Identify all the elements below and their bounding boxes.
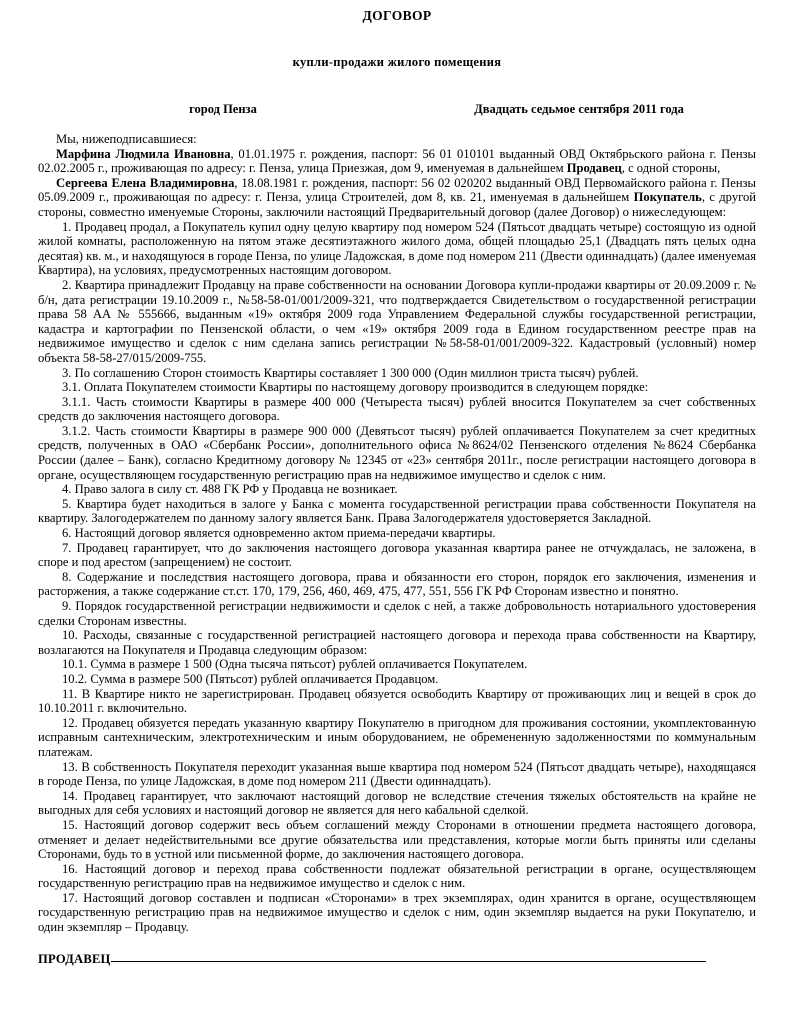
clause-paragraph: 6. Настоящий договор является одновременно актом приема-передачи квартиры. — [62, 526, 496, 541]
clause-paragraph: 12. Продавец обязуется передать указанную квартиру Покупателю в пригодном для проживания состоянии, укомплектованную исправным сантехническим, электротехническим и иным оборудованием, не обремененную задолженностями по коммунальным платежам. — [38, 715, 756, 759]
clause-paragraph: 2. Квартира принадлежит Продавцу на праве собственности на основании Договора купли-продажи квартиры от 20.09.2009 г. № б/н, дата регистрации 19.10.2009 г., №58-58-01/001/2009-321, что подтверждается Свидетельством о государственной регистрации права 58 АА № 555666, выданным «19» октября 2009 года Управлением Федеральной службы государственной регистрации, кадастра и картографии по Пензенской области, о чем «19» октября 2009 года в Едином государственном реестре прав на недвижимое имущество и сделок с ним сделана запись регистрации №58-58-01/001/2009-322. Кадастровый (условный) номер объекта 58-58-27/015/2009-755. — [38, 277, 756, 365]
seller-signature-label: ПРОДАВЕЦ — [38, 951, 111, 966]
clause-paragraph: 10.1. Сумма в размере 1 500 (Одна тысяча пятьсот) рублей оплачивается Покупателем. — [62, 657, 528, 672]
document-body — [38, 0, 756, 967]
seller-tail: , с одной стороны, — [621, 161, 721, 176]
clause-paragraph: 15. Настоящий договор содержит весь объем соглашений между Сторонами в отношении предмета настоящего договора, отменяет и делает недействительными все другие обязательства или представления, которые могли быть приняты или сделаны Сторонами, будь то в устной или письменной форме, до заключения настоящего договора. — [38, 817, 756, 862]
seller-signature-line[interactable] — [111, 961, 706, 962]
clause-paragraph: 1. Продавец продал, а Покупатель купил одну целую квартиру под номером 524 (Пятьсот двадцать четыре) состоящую из одной жилой комнаты, расположенную на пятом этаже десятиэтажного жилого дома, общей площадью 25,1 (Двадцать пять целых одна десятая) кв. м., и находящуюся в городе Пенза, по улице Ладожская, в доме под номером 211 (Двести одиннадцать) (далее именуемая Квартира), на условиях, предусмотренных настоящим договором. — [38, 219, 757, 278]
clause-paragraph: 3.1. Оплата Покупателем стоимости Квартиры по настоящему договору производится в следующем порядке: — [62, 380, 649, 395]
clause-paragraph: 13. В собственность Покупателя переходит указанная выше квартира под номером 524 (Пятьсот двадцать четыре), находящаяся в городе Пенза, по улице Ладожская, в доме под номером 211 (Двести одиннадцать). — [38, 759, 756, 789]
buyer-tail: , с другой стороны, совместно именуемые Стороны, заключили настоящий Предварительный договор (далее Договор) о нижеследующем: — [38, 190, 756, 219]
party-seller-paragraph — [38, 147, 756, 176]
clause-paragraph: 9. Порядок государственной регистрации недвижимости и сделок с ней, а также добровольность нотариального удостоверения сделки Сторонам известны. — [38, 599, 756, 628]
document-title: ДОГОВОР — [362, 8, 432, 23]
clause-paragraph: 11. В Квартире никто не зарегистрирован. Продавец обязуется освободить Квартиру от проживающих лиц и вещей в срок до 10.10.2011 г. включительно. — [38, 686, 756, 716]
clause-paragraph: 10. Расходы, связанные с государственной регистрацией настоящего договора и перехода права собственности на Квартиру, возлагаются на Покупателя и Продавца следующим образом: — [38, 628, 756, 657]
document-subtitle: купли-продажи жилого помещения — [292, 55, 502, 69]
clause-paragraph: 7. Продавец гарантирует, что до заключения настоящего договора указанная квартира ранее не отчуждалась, не заложена, в споре и под арестом (запрещением) не состоит. — [38, 540, 756, 570]
city-label: город Пенза — [189, 102, 257, 116]
seller-details: , 01.01.1975 г. рождения, паспорт: 56 01 010101 выданный ОВД Октябрьского района г. Пензы 02.02.2005 г., проживающая по адресу: г. Пенза, улица Приезжая, дом 9, именуемая в дальнейшем — [38, 146, 756, 176]
clause-paragraph: 4. Право залога в силу ст. 488 ГК РФ у Продавца не возникает. — [62, 482, 398, 497]
clause-paragraph: 17. Настоящий договор составлен и подписан «Сторонами» в трех экземплярах, один хранится в органе, осуществляющем государственную регистрацию прав на недвижимое имущество и сделок с ним, один экземпляр выдается на руки Покупателю, и один экземпляр – Продавцу. — [38, 890, 756, 935]
date-label: Двадцать седьмое сентября 2011 года — [474, 102, 684, 116]
intro-line: Мы, нижеподписавшиеся: — [56, 132, 197, 146]
seller-role: Продавец — [566, 161, 622, 176]
clause-paragraph: 8. Содержание и последствия настоящего договора, права и обязанности его сторон, порядок его заключения, изменения и расторжения, а также содержание ст.ст. 170, 179, 256, 460, 469, 475, 477, 551, 556 ГК РФ Сторонам известно и понятно. — [38, 569, 756, 599]
clause-paragraph: 10.2. Сумма в размере 500 (Пятьсот) рублей оплачивается Продавцом. — [62, 671, 439, 686]
clause-paragraph: 16. Настоящий договор и переход права собственности подлежат обязательной регистрации в органе, осуществляющем государственную регистрацию прав на недвижимое имущество и сделок с ним. — [38, 861, 756, 891]
seller-signature-row — [38, 935, 756, 967]
clause-paragraph: 3.1.2. Часть стоимости Квартиры в размере 900 000 (Девятьсот тысяч) рублей оплачивается Покупателем за счет кредитных средств, полученных в ОАО «Сбербанк России», дополнительного офиса №8624/02 Пензенского отделения №8624 Сбербанка России (далее – Банк), согласно Кредитному договору № 12345 от «23» сентября 2011г., после регистрации настоящего договора в органе, осуществляющем государственную регистрацию прав на недвижимое имущество и сделок с ним. — [38, 423, 756, 482]
clause-paragraph: 3. По соглашению Сторон стоимость Квартиры составляет 1 300 000 (Один миллион триста тысяч) рублей. — [62, 365, 639, 380]
clause-paragraph: 5. Квартира будет находиться в залоге у Банка с момента государственной регистрации права собственности Покупателя на квартиру. Залогодержателем по данному залогу является Банк. Права Залогодержателя удостоверяется Закладной. — [38, 496, 756, 526]
buyer-details: , 18.08.1981 г. рождения, паспорт: 56 02 020202 выданный ОВД Первомайского района г. Пензы 05.09.2009 г., проживающая по адресу: г. Пенза, улица Строителей, дом 8, кв. 21, именуемая в дальнейшем — [38, 175, 756, 205]
clause-paragraph: 3.1.1. Часть стоимости Квартиры в размере 400 000 (Четыреста тысяч) рублей вносится Покупателем за счет собственных средств до заключения настоящего договора. — [38, 394, 756, 424]
buyer-role: Покупатель — [633, 190, 702, 205]
place-date-row — [38, 69, 756, 116]
party-buyer-paragraph — [38, 176, 756, 220]
clause-paragraph: 14. Продавец гарантирует, что заключают настоящий договор не вследствие стечения тяжелых обстоятельств на крайне не выгодных для себя условиях и настоящий договор не является для него кабальной сделкой. — [38, 788, 756, 818]
buyer-name: Сергеева Елена Владимировна — [56, 175, 235, 190]
seller-name: Марфина Людмила Ивановна — [56, 146, 231, 161]
